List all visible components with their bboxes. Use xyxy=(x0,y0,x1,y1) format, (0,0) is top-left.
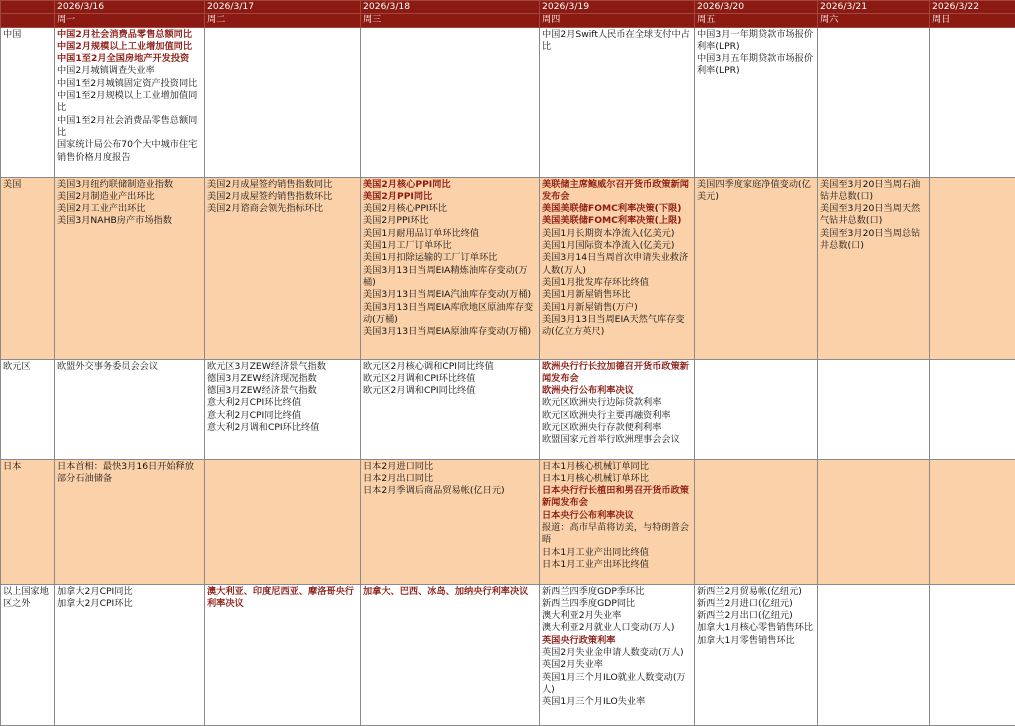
header-date-cell: 2026/3/20 xyxy=(695,1,818,14)
event-item: 美国2月工业产出环比 xyxy=(57,203,202,215)
header-weekday-cell: 周六 xyxy=(818,14,930,27)
day-cell xyxy=(818,459,930,584)
day-cell xyxy=(55,27,205,177)
day-cell xyxy=(818,27,930,177)
day-cell xyxy=(55,177,205,359)
event-item: 欧元区2月核心调和CPI同比终值 xyxy=(363,361,537,373)
day-cell xyxy=(540,177,695,359)
day-cell xyxy=(205,584,361,725)
header-weekday-cell: 周四 xyxy=(540,14,695,27)
event-item: 美国1月国际资本净流入(亿美元) xyxy=(542,240,692,252)
day-cell xyxy=(930,359,1015,459)
region-label: 美国 xyxy=(1,177,55,359)
event-item-highlight: 加拿大、巴西、冰岛、加纳央行利率决议 xyxy=(363,586,537,598)
event-item: 美国3月NAHB房产市场指数 xyxy=(57,215,202,227)
event-item: 澳大利亚2月就业人口变动(万人) xyxy=(542,622,692,634)
header-weekday-cell xyxy=(1,14,55,27)
event-item: 美国四季度家庭净值变动(亿美元) xyxy=(697,179,815,204)
event-item: 德国3月ZEW经济现况指数 xyxy=(207,373,358,385)
event-item-highlight: 美国2月PPI同比 xyxy=(363,191,537,203)
event-item: 美国1月长期资本净流入(亿美元) xyxy=(542,228,692,240)
event-item: 美国1月扣除运输的工厂订单环比 xyxy=(363,252,537,264)
day-cell xyxy=(205,459,361,584)
region-row xyxy=(1,27,1015,177)
event-item: 英国2月失业金申请人数变动(万人) xyxy=(542,647,692,659)
event-item: 美国2月制造业产出环比 xyxy=(57,191,202,203)
event-item: 国家统计局公布70个大中城市住宅销售价格月度报告 xyxy=(57,139,202,164)
event-item-highlight: 美国美联储FOMC利率决策(上限) xyxy=(542,215,692,227)
event-item: 中国2月Swift人民币在全球支付中占比 xyxy=(542,29,692,54)
event-item: 日本1月核心机械订单同比 xyxy=(542,461,692,473)
day-cell xyxy=(540,459,695,584)
event-item: 美国2月谘商会领先指标环比 xyxy=(207,203,358,215)
day-cell xyxy=(818,584,930,725)
event-item-highlight: 欧洲央行行长拉加德召开货币政策新闻发布会 xyxy=(542,361,692,386)
event-item: 欧元区2月调和CPI环比终值 xyxy=(363,373,537,385)
day-cell xyxy=(205,27,361,177)
event-item-highlight: 中国2月社会消费品零售总额同比 xyxy=(57,29,202,41)
event-item: 美国1月新屋销售(万户) xyxy=(542,302,692,314)
day-cell xyxy=(695,359,818,459)
event-item: 加拿大1月零售销售环比 xyxy=(697,635,815,647)
header-date-cell xyxy=(1,1,55,14)
event-item-highlight: 美国2月核心PPI同比 xyxy=(363,179,537,191)
event-item: 中国1至2月城镇固定资产投资同比 xyxy=(57,78,202,90)
event-item: 中国3月五年期贷款市场报价利率(LPR) xyxy=(697,53,815,78)
event-item: 中国2月城镇调查失业率 xyxy=(57,65,202,77)
event-item: 美国2月成屋签约销售指数环比 xyxy=(207,191,358,203)
day-cell xyxy=(361,584,540,725)
day-cell xyxy=(818,359,930,459)
event-item: 中国3月一年期贷款市场报价利率(LPR) xyxy=(697,29,815,54)
event-item: 新西兰2月进口(亿纽元) xyxy=(697,598,815,610)
day-cell xyxy=(540,359,695,459)
event-item: 加拿大2月CPI环比 xyxy=(57,598,202,610)
header-weekday-cell: 周二 xyxy=(205,14,361,27)
region-label: 中国 xyxy=(1,27,55,177)
day-cell xyxy=(55,459,205,584)
event-item: 中国1至2月规模以上工业增加值同比 xyxy=(57,90,202,115)
event-item: 报道：高市早苗将访美，与特朗普会晤 xyxy=(542,522,692,547)
event-item: 美国至3月20日当周石油钻井总数(口) xyxy=(820,179,927,204)
event-item: 新西兰2月出口(亿纽元) xyxy=(697,610,815,622)
event-item: 美国3月13日当周EIA精炼油库存变动(万桶) xyxy=(363,265,537,290)
day-cell xyxy=(361,177,540,359)
event-item: 德国3月ZEW经济景气指数 xyxy=(207,385,358,397)
day-cell xyxy=(695,27,818,177)
day-cell xyxy=(540,27,695,177)
event-item: 欧元区欧洲央行主要再融资利率 xyxy=(542,410,692,422)
day-cell xyxy=(930,177,1015,359)
event-item: 欧元区欧洲央行存款便利利率 xyxy=(542,422,692,434)
day-cell xyxy=(361,27,540,177)
day-cell xyxy=(818,177,930,359)
day-cell xyxy=(361,359,540,459)
event-item: 美国3月13日当周EIA原油库存变动(万桶) xyxy=(363,326,537,338)
day-cell xyxy=(695,459,818,584)
event-item: 新西兰四季度GDP同比 xyxy=(542,598,692,610)
event-item-highlight: 中国1至2月全国房地产开发投资 xyxy=(57,53,202,65)
day-cell xyxy=(361,459,540,584)
event-item: 美国2月核心PPI环比 xyxy=(363,203,537,215)
day-cell xyxy=(55,359,205,459)
region-label: 欧元区 xyxy=(1,359,55,459)
event-item: 意大利2月调和CPI环比终值 xyxy=(207,422,358,434)
event-item: 美国3月13日当周EIA汽油库存变动(万桶) xyxy=(363,289,537,301)
event-item: 澳大利亚2月失业率 xyxy=(542,610,692,622)
region-row xyxy=(1,359,1015,459)
event-item: 加拿大2月CPI同比 xyxy=(57,586,202,598)
region-label: 日本 xyxy=(1,459,55,584)
event-item-highlight: 中国2月规模以上工业增加值同比 xyxy=(57,41,202,53)
header-date-cell: 2026/3/18 xyxy=(361,1,540,14)
event-item: 美国至3月20日当周总钻井总数(口) xyxy=(820,228,927,253)
event-item: 新西兰2月贸易帐(亿纽元) xyxy=(697,586,815,598)
event-item: 日本首相：最快3月16日开始释放部分石油储备 xyxy=(57,461,202,486)
header-weekday-cell: 周五 xyxy=(695,14,818,27)
day-cell xyxy=(540,584,695,725)
day-cell xyxy=(205,359,361,459)
event-item-highlight: 英国央行政策利率 xyxy=(542,635,692,647)
event-item: 日本2月进口同比 xyxy=(363,461,537,473)
event-item: 美国2月PPI环比 xyxy=(363,215,537,227)
event-item-highlight: 澳大利亚、印度尼西亚、摩洛哥央行利率决议 xyxy=(207,586,358,611)
event-item: 美国1月新屋销售环比 xyxy=(542,289,692,301)
event-item: 日本1月工业产出同比终值 xyxy=(542,547,692,559)
event-item: 日本2月出口同比 xyxy=(363,473,537,485)
header-weekday-cell: 周一 xyxy=(55,14,205,27)
event-item: 欧元区2月调和CPI同比终值 xyxy=(363,385,537,397)
event-item: 意大利2月CPI同比终值 xyxy=(207,410,358,422)
event-item: 美国1月耐用品订单环比终值 xyxy=(363,228,537,240)
header-weekday-cell: 周日 xyxy=(930,14,1015,27)
event-item: 中国1至2月社会消费品零售总额同比 xyxy=(57,115,202,140)
day-cell xyxy=(930,459,1015,584)
event-item-highlight: 日本央行行长植田和男召开货币政策新闻发布会 xyxy=(542,485,692,510)
event-item-highlight: 美国美联储FOMC利率决策(下限) xyxy=(542,203,692,215)
day-cell xyxy=(205,177,361,359)
event-item-highlight: 欧洲央行公布利率决议 xyxy=(542,385,692,397)
event-item: 欧元区欧洲央行边际贷款利率 xyxy=(542,397,692,409)
header-date-cell: 2026/3/17 xyxy=(205,1,361,14)
event-item: 欧元区3月ZEW经济景气指数 xyxy=(207,361,358,373)
day-cell xyxy=(695,177,818,359)
event-item: 美国3月14日当周首次申请失业救济人数(万人) xyxy=(542,252,692,277)
event-item: 美国3月13日当周EIA天然气库存变动(亿立方英尺) xyxy=(542,314,692,339)
event-item: 日本1月核心机械订单环比 xyxy=(542,473,692,485)
event-item: 美国3月纽约联储制造业指数 xyxy=(57,179,202,191)
day-cell xyxy=(695,584,818,725)
event-item: 美国1月工厂订单环比 xyxy=(363,240,537,252)
header-date-cell: 2026/3/19 xyxy=(540,1,695,14)
header-date-cell: 2026/3/21 xyxy=(818,1,930,14)
header-date-cell: 2026/3/22 xyxy=(930,1,1015,14)
region-row xyxy=(1,177,1015,359)
event-item: 英国2月失业率 xyxy=(542,659,692,671)
header-weekday-cell: 周三 xyxy=(361,14,540,27)
event-item-highlight: 日本央行公布利率决议 xyxy=(542,510,692,522)
day-cell xyxy=(930,584,1015,725)
event-item: 美国1月批发库存环比终值 xyxy=(542,277,692,289)
event-item: 欧盟外交事务委员会会议 xyxy=(57,361,202,373)
event-item: 美国3月13日当周EIA库欣地区原油库存变动(万桶) xyxy=(363,302,537,327)
day-cell xyxy=(930,27,1015,177)
region-row xyxy=(1,459,1015,584)
day-cell xyxy=(55,584,205,725)
region-label: 以上国家地区之外 xyxy=(1,584,55,725)
event-item: 美国2月成屋签约销售指数同比 xyxy=(207,179,358,191)
header-date-cell: 2026/3/16 xyxy=(55,1,205,14)
region-row xyxy=(1,584,1015,725)
event-item: 日本2月季调后商品贸易帐(亿日元) xyxy=(363,485,537,497)
header-row-dates xyxy=(1,1,1015,14)
event-item: 欧盟国家元首举行欧洲理事会会议 xyxy=(542,434,692,446)
event-item: 英国1月三个月ILO失业率 xyxy=(542,696,692,708)
event-item: 英国1月三个月ILO就业人数变动(万人) xyxy=(542,672,692,697)
event-item: 美国至3月20日当周天然气钻井总数(口) xyxy=(820,203,927,228)
event-item: 加拿大1月核心零售销售环比 xyxy=(697,622,815,634)
event-item: 日本1月工业产出环比终值 xyxy=(542,559,692,571)
event-item: 意大利2月CPI环比终值 xyxy=(207,397,358,409)
event-item-highlight: 美联储主席鲍威尔召开货币政策新闻发布会 xyxy=(542,179,692,204)
event-item: 新西兰四季度GDP季环比 xyxy=(542,586,692,598)
header-row-weekdays xyxy=(1,14,1015,27)
